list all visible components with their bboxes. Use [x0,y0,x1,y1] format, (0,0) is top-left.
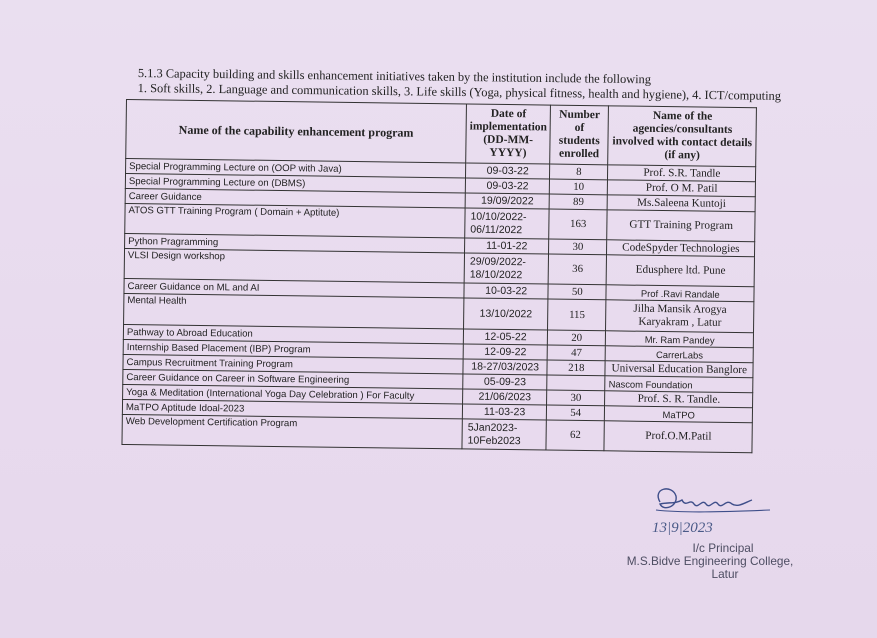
agency-name: GTT Training Program [607,210,755,242]
agency-name: Prof. S. R. Tandle. [605,391,753,408]
agency-name: Ms.Saleena Kuntoji [607,195,755,212]
document-heading [137,66,782,103]
agency-name: CodeSpyder Technologies [607,240,755,257]
capability-program-table [121,99,757,453]
students-enrolled: 20 [548,330,606,346]
heading-line-2: 1. Soft skills, 2. Language and communication skills, 3. Life skills (Yoga, physical fitness, health and hygiene), 4. ICT/computing [137,80,782,103]
program-date: 10-03-22 [464,283,548,299]
students-enrolled: 30 [547,390,605,406]
agency-name: Prof. O M. Patil [608,180,756,197]
program-date: 09-03-22 [465,163,549,179]
students-enrolled: 62 [546,420,604,451]
program-name: Special Programming Lecture on (OOP with Java) [126,159,466,178]
program-name: ATOS GTT Training Program ( Domain + Aptitute) [125,203,465,237]
students-enrolled: 30 [549,239,607,255]
students-enrolled: 218 [547,360,605,376]
students-enrolled: 115 [548,299,606,331]
agency-name: MaTPO [605,406,753,423]
students-enrolled [547,375,605,391]
date-end: 06/11/2022 [470,223,523,236]
program-date: 19/09/2022 [465,193,549,209]
header-agency: Name of the agencies/consultants involved with contact details (if any) [608,106,757,167]
program-date [462,419,547,450]
agency-name: Prof. S.R. Tandle [608,165,756,182]
heading-line-1: 5.1.3 Capacity building and skills enhancement initiatives taken by the institution include the following [137,66,652,87]
students-enrolled: 163 [549,209,607,240]
agency-name [606,300,754,333]
agency-name: Universal Education Banglore [605,361,753,378]
program-date: 13/10/2022 [464,298,549,330]
program-date: 11-01-22 [465,238,549,254]
program-date: 11-03-23 [462,404,546,420]
program-date [465,208,550,239]
program-name: Mental Health [124,293,464,328]
date-start: 10/10/2022- [470,210,527,223]
program-name: Special Programming Lecture on (DBMS) [125,174,465,193]
handwritten-signature [642,480,772,522]
table-header-row [126,100,757,167]
program-date: 12-09-22 [463,344,547,360]
header-date: Date of implementation (DD-MM-YYYY) [466,104,551,164]
program-date: 05-09-23 [463,374,547,390]
program-name: Pathway to Abroad Education [123,324,463,343]
header-program-name: Name of the capability enhancement program [126,100,467,163]
program-name: VLSI Design workshop [124,248,464,282]
program-name: Career Guidance on ML and AI [124,278,464,297]
students-enrolled: 47 [547,345,605,361]
date-start: 29/09/2022- [469,255,527,268]
program-date: 09-03-22 [465,178,549,194]
program-date: 12-05-22 [463,329,547,345]
students-enrolled: 8 [550,164,608,180]
program-name: Web Development Certification Program [122,414,462,448]
principal-signature-block [610,480,810,590]
students-enrolled: 54 [547,405,605,421]
students-enrolled: 10 [550,179,608,195]
program-name: Career Guidance on Career in Software Engineering [123,369,463,388]
college-name: M.S.Bidve Engineering College, [626,554,794,568]
date-end: 18/10/2022 [469,268,523,281]
students-enrolled: 36 [548,254,606,285]
students-enrolled: 50 [548,284,606,300]
program-name: Python Pragramming [125,233,465,252]
agency-name: Prof.O.M.Patil [604,421,752,453]
agency-name: Mr. Ram Pandey [606,331,754,348]
principal-title: I/c Principal [692,541,754,555]
program-name: MaTPO Aptitude Idoal-2023 [122,399,462,418]
agency-name: Edusphere ltd. Pune [606,255,754,287]
agency-line-2: Karyakram , Latur [638,315,722,329]
agency-name: Prof .Ravi Randale [606,285,754,302]
program-date: 18-27/03/2023 [463,359,547,375]
date-start: 5Jan2023- [467,421,518,434]
program-date: 21/06/2023 [463,389,547,405]
program-name: Internship Based Placement (IBP) Program [123,339,463,358]
program-name: Campus Recruitment Training Program [123,354,463,373]
agency-name: Nascom Foundation [605,376,753,393]
date-end: 10Feb2023 [467,434,521,447]
header-enrolled: Number of students enrolled [550,105,609,165]
program-date [464,253,549,284]
students-enrolled: 89 [549,194,607,210]
college-city: Latur [711,567,739,581]
agency-name: CarrerLabs [605,346,753,363]
agency-line-1: Jilha Mansik Arogya [633,302,727,316]
program-name: Career Guidance [125,188,465,207]
signature-date: 13|9|2023 [652,520,713,536]
program-name: Yoga & Meditation (International Yoga Day Celebration ) For Faculty [123,384,463,403]
